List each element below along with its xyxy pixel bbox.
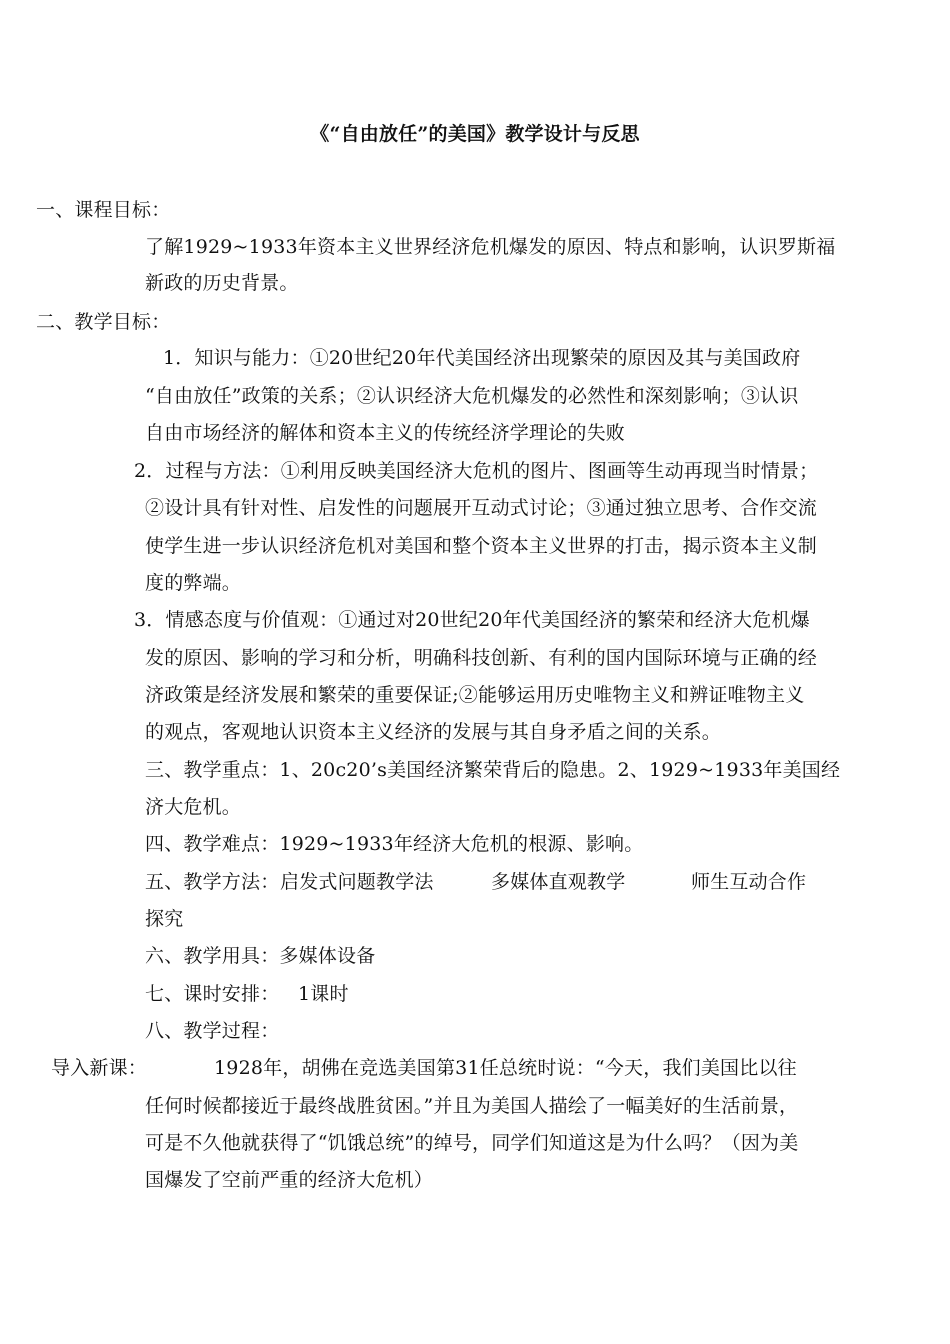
course-goal-line: 新政的历史背景。 (145, 272, 299, 294)
intro-line: 可是不久他就获得了“饥饿总统”的绰号，同学们知道这是为什么吗？（因为美 (145, 1132, 799, 1154)
emotion-goal-line: 济政策是经济发展和繁荣的重要保证;②能够运用历史唯物主义和辨证唯物主义 (145, 684, 805, 706)
intro-line: 任何时候都接近于最终战胜贫困。”并且为美国人描绘了一幅美好的生活前景， (145, 1095, 799, 1117)
document-title: 《“自由放任”的美国》教学设计与反思 (310, 123, 640, 145)
process-goal-line: 使学生进一步认识经济危机对美国和整个资本主义世界的打击，揭示资本主义制 (145, 535, 818, 557)
emotion-goal-line: 发的原因、影响的学习和分析，明确科技创新、有利的国内国际环境与正确的经 (145, 647, 818, 669)
key-points-line: 三、教学重点：1、20c20’s美国经济繁荣背后的隐患。2、1929~1933年美国经 (145, 759, 841, 781)
intro-label: 导入新课： (51, 1057, 148, 1079)
methods-label: 五、教学方法： (145, 871, 280, 893)
schedule-value: 1课时 (298, 983, 349, 1005)
teaching-goal-heading: 二、教学目标： (36, 311, 171, 333)
schedule-label: 七、课时安排： (145, 983, 280, 1005)
process-goal-line: 2．过程与方法：①利用反映美国经济大危机的图片、图画等生动再现当时情景； (134, 460, 819, 482)
difficulty-line: 四、教学难点：1929~1933年经济大危机的根源、影响。 (145, 833, 644, 855)
emotion-goal-line: 的观点，客观地认识资本主义经济的发展与其自身矛盾之间的关系。 (145, 721, 722, 743)
method-item: 师生互动合作 (691, 871, 807, 893)
methods-continuation: 探究 (145, 908, 184, 930)
emotion-goal-line: 3．情感态度与价值观：①通过对20世纪20年代美国经济的繁荣和经济大危机爆 (134, 609, 810, 631)
intro-line: 国爆发了空前严重的经济大危机） (145, 1169, 434, 1191)
intro-line: 1928年，胡佛在竞选美国第31任总统时说：“今天，我们美国比以往 (214, 1057, 797, 1079)
key-points-line: 济大危机。 (145, 796, 242, 818)
knowledge-goal-line: 1．知识与能力：①20世纪20年代美国经济出现繁荣的原因及其与美国政府 (163, 347, 801, 369)
process-heading: 八、教学过程： (145, 1020, 280, 1042)
method-item: 多媒体直观教学 (491, 871, 626, 893)
knowledge-goal-line: 自由市场经济的解体和资本主义的传统经济学理论的失败 (145, 422, 626, 444)
course-goal-line: 了解1929~1933年资本主义世界经济危机爆发的原因、特点和影响，认识罗斯福 (145, 236, 836, 258)
process-goal-line: ②设计具有针对性、启发性的问题展开互动式讨论；③通过独立思考、合作交流 (145, 497, 818, 519)
tools-line: 六、教学用具：多媒体设备 (145, 945, 376, 967)
process-goal-line: 度的弊端。 (145, 572, 242, 594)
method-item: 启发式问题教学法 (280, 871, 434, 893)
course-goal-heading: 一、课程目标： (36, 199, 171, 221)
knowledge-goal-line: “自由放任”政策的关系；②认识经济大危机爆发的必然性和深刻影响；③认识 (145, 385, 799, 407)
